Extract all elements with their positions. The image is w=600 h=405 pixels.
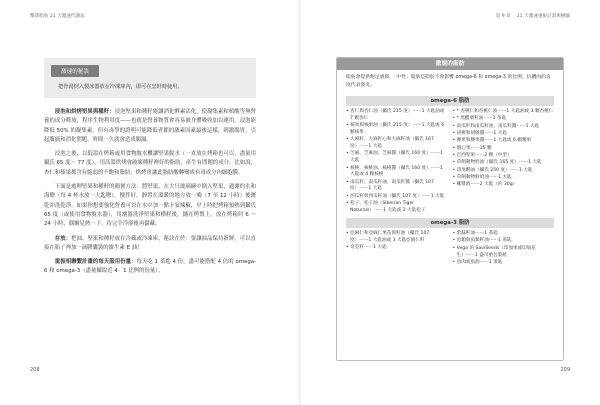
fats-panel-title: 激速的脂肪	[337, 58, 563, 70]
list-item: • 南瓜籽和南瓜籽油、南瓜籽醬⋯⋯1 大匙	[453, 124, 555, 131]
fats-panel-intro: 脂肪會提供飽足感與，「中性」脂肪是脂肪不會影響 omega-6 和 omega-3 的比例，抗體內的直度代表發炎。	[346, 75, 551, 88]
body-paragraph	[44, 258, 256, 277]
body-paragraph	[44, 150, 256, 178]
list-item: • Vega 的 SaviSeeds（印加果或印加花生）⋯⋯1 盎司重包裝紙	[453, 246, 555, 260]
list-item: • 杏仁與杏仁油（攝氏 215 度）⋯⋯1 大匙油或 7 顆杏仁	[346, 109, 448, 123]
list-item: • 大麻籽、大麻籽心和大麻籽油（攝氏 167 度）⋯⋯1 大匙	[346, 137, 448, 151]
list-item: • 草飼動物鮮奶油⋯⋯1 大匙	[453, 175, 555, 182]
paragraph-lead: 浸泡和烘烤堅果與種籽：	[54, 109, 115, 115]
paragraph-text: 每天吃 1 茶匙 4 份，盡可能搭配 4 倍的 omega-6 和 omega-3（盡量攝取近 4：1 比例的份量）。	[44, 259, 256, 275]
running-head-title: 21 天激速重振計畫與檢驗	[516, 14, 570, 19]
list-item: • 核果與核果油（攝氏 215 度）⋯⋯1 大匙或 6 顆核果	[346, 123, 448, 137]
list-item: • 草飼動物奶油（攝氏 165 度）⋯⋯1 大匙	[453, 160, 555, 167]
left-page-number: 208	[30, 367, 40, 373]
list-item: • 紫蘇籽油⋯⋯1 茶匙	[453, 231, 555, 238]
omega6-section-heading: omega-6 脂肪	[346, 96, 554, 106]
list-item: • 西瓜籽與西瓜籽油（攝氏 107 度）⋯⋯1 大匙	[346, 194, 448, 201]
paragraph-text: 把油、堅果和種籽放在冷藏或冷凍庫，秘訣在於：要讓油品保持新鮮，可以直接在瓶子裡加一滴膠囊裝的維生素 E 油！	[44, 235, 256, 251]
running-head-chapter: 第 9 章	[495, 14, 511, 19]
paragraph-text: 下面是處理堅果和種籽的簡便方法：將堅果、在大只玻璃碗中倒入堅果，過濾的水和海鹽（每 4 杯水放一大匙鹽），攪拌好，靜置在溫暖的地方放一晚（7 至 12 小時）後瀝乾沖洗乾淨。如果你想要強化營養可以在水中加一點卡宴辣椒，早上時把烤箱預熱到攝氏 65 度（或使用食物脫水器），用濾器洗淨堅果和種籽後，鋪在烤盤上，放在烤箱約 6 ～ 24 小時，偶爾見熱一下，待完全冷卻後再儲藏。	[44, 184, 256, 228]
list-item: • 芝麻、芝麻油、芝麻醬（攝氏 160 度）⋯⋯1 大匙	[346, 151, 448, 165]
paragraph-text: 浸泡之後，以低溫在烤箱或用食物脫水機讓堅果脫水（一直放在烤箱也可以，盡量用攝氏 65 度～ 77 度），用高溫烘烤會破壞種籽裡好的脂肪，產生有問題的成分，比如說，杏仁和榛果都含有脆弱的不飽和脂肪，烘烤會讓此脂肪酸轉變成有毒成分內細胞膜。	[44, 151, 256, 176]
left-running-head: 擊潰脂肪 21 天激速代謝法	[30, 14, 85, 19]
list-item: • 魚肉或魚油⋯⋯1 茶匙	[453, 260, 555, 267]
list-item: • * 黑醋栗籽油⋯⋯1 茶匙	[453, 116, 555, 123]
list-item: • 開心果⋯⋯15 顆	[453, 146, 555, 153]
list-item: • 巴西堅果⋯⋯2 顆（中型）	[453, 153, 555, 160]
tip-callout-title: 激速的秘訣	[51, 65, 99, 77]
list-item: • * 杏桃仁和杏桃仁油⋯⋯1 大匙油或 3 顆杏桃仁	[453, 109, 555, 116]
tip-callout	[44, 58, 256, 98]
omega3-list-column-left	[346, 231, 448, 267]
list-item: • 椰漿液⋯⋯2 大匙（約 30g）	[453, 182, 555, 189]
body-paragraph	[44, 235, 256, 254]
list-item: • 核桃、核桃油、核桃醬（攝氏 160 度）⋯⋯1 大匙或 4 顆核桃	[346, 166, 448, 180]
omega3-list-column-right	[453, 231, 555, 267]
body-paragraph	[44, 183, 256, 229]
list-item: • 南瓜籽、南瓜籽油、南瓜籽醬（攝氏 107 度）⋯⋯1 大匙	[346, 180, 448, 194]
paragraph-lead: 重振相聯繫計畫的每天服用份量：	[54, 259, 137, 266]
omega3-list	[346, 231, 554, 267]
right-running-head	[496, 13, 570, 19]
list-item: • 腰果和腰果醬⋯⋯1 大匙或 6 顆腰果	[453, 138, 555, 145]
list-item: • 胡桃和胡桃醬⋯⋯1 大匙	[453, 131, 555, 138]
fats-panel	[336, 57, 564, 361]
omega6-list	[346, 109, 554, 215]
right-page	[300, 0, 600, 405]
list-item: • 印度酥油（攝氏 250 度）⋯⋯1 大匙	[453, 168, 555, 175]
omega6-list-column-right	[453, 109, 555, 215]
omega3-section-heading: omega-3 脂肪	[346, 218, 554, 228]
paragraph-lead: 存放：	[54, 235, 72, 242]
paragraph-text: 浸泡堅果和種籽能讓消化酵素活化，使凝集素和植酸等無營養的成分釋放，程序生物利用度——也就是營養物質會容易被身體吸收加以運用。浸泡能降低 50% 的凝集素，但有毒學的證明可能降低者都的激素因素最後這樣，刺激腸胃，引起腹痛和消化問題，時間一久就會造成腸漏。	[44, 109, 256, 143]
body-paragraph	[44, 108, 256, 145]
list-item: • 松子、松子油（Siberian Tiger Naturals）⋯⋯1 大匙或 2 大匙松子	[346, 201, 448, 215]
tip-callout-text: 把骨湯倒入製冰器放在冷凍庫內，即可在烹飪時使用。	[58, 84, 183, 90]
list-item: • 亞麻仁和亞麻仁果苗與籽油（攝氏 107 度）⋯⋯1 大匙油或 3 大匙亞麻仁籽	[346, 231, 448, 245]
list-item: • 魚類與魚類籽油⋯⋯1 茶匙	[453, 238, 555, 245]
left-body-text	[44, 108, 256, 282]
list-item: • 奇亞籽⋯⋯1 大匙	[346, 245, 448, 252]
right-page-number: 209	[560, 367, 570, 373]
omega6-list-column-left	[346, 109, 448, 215]
